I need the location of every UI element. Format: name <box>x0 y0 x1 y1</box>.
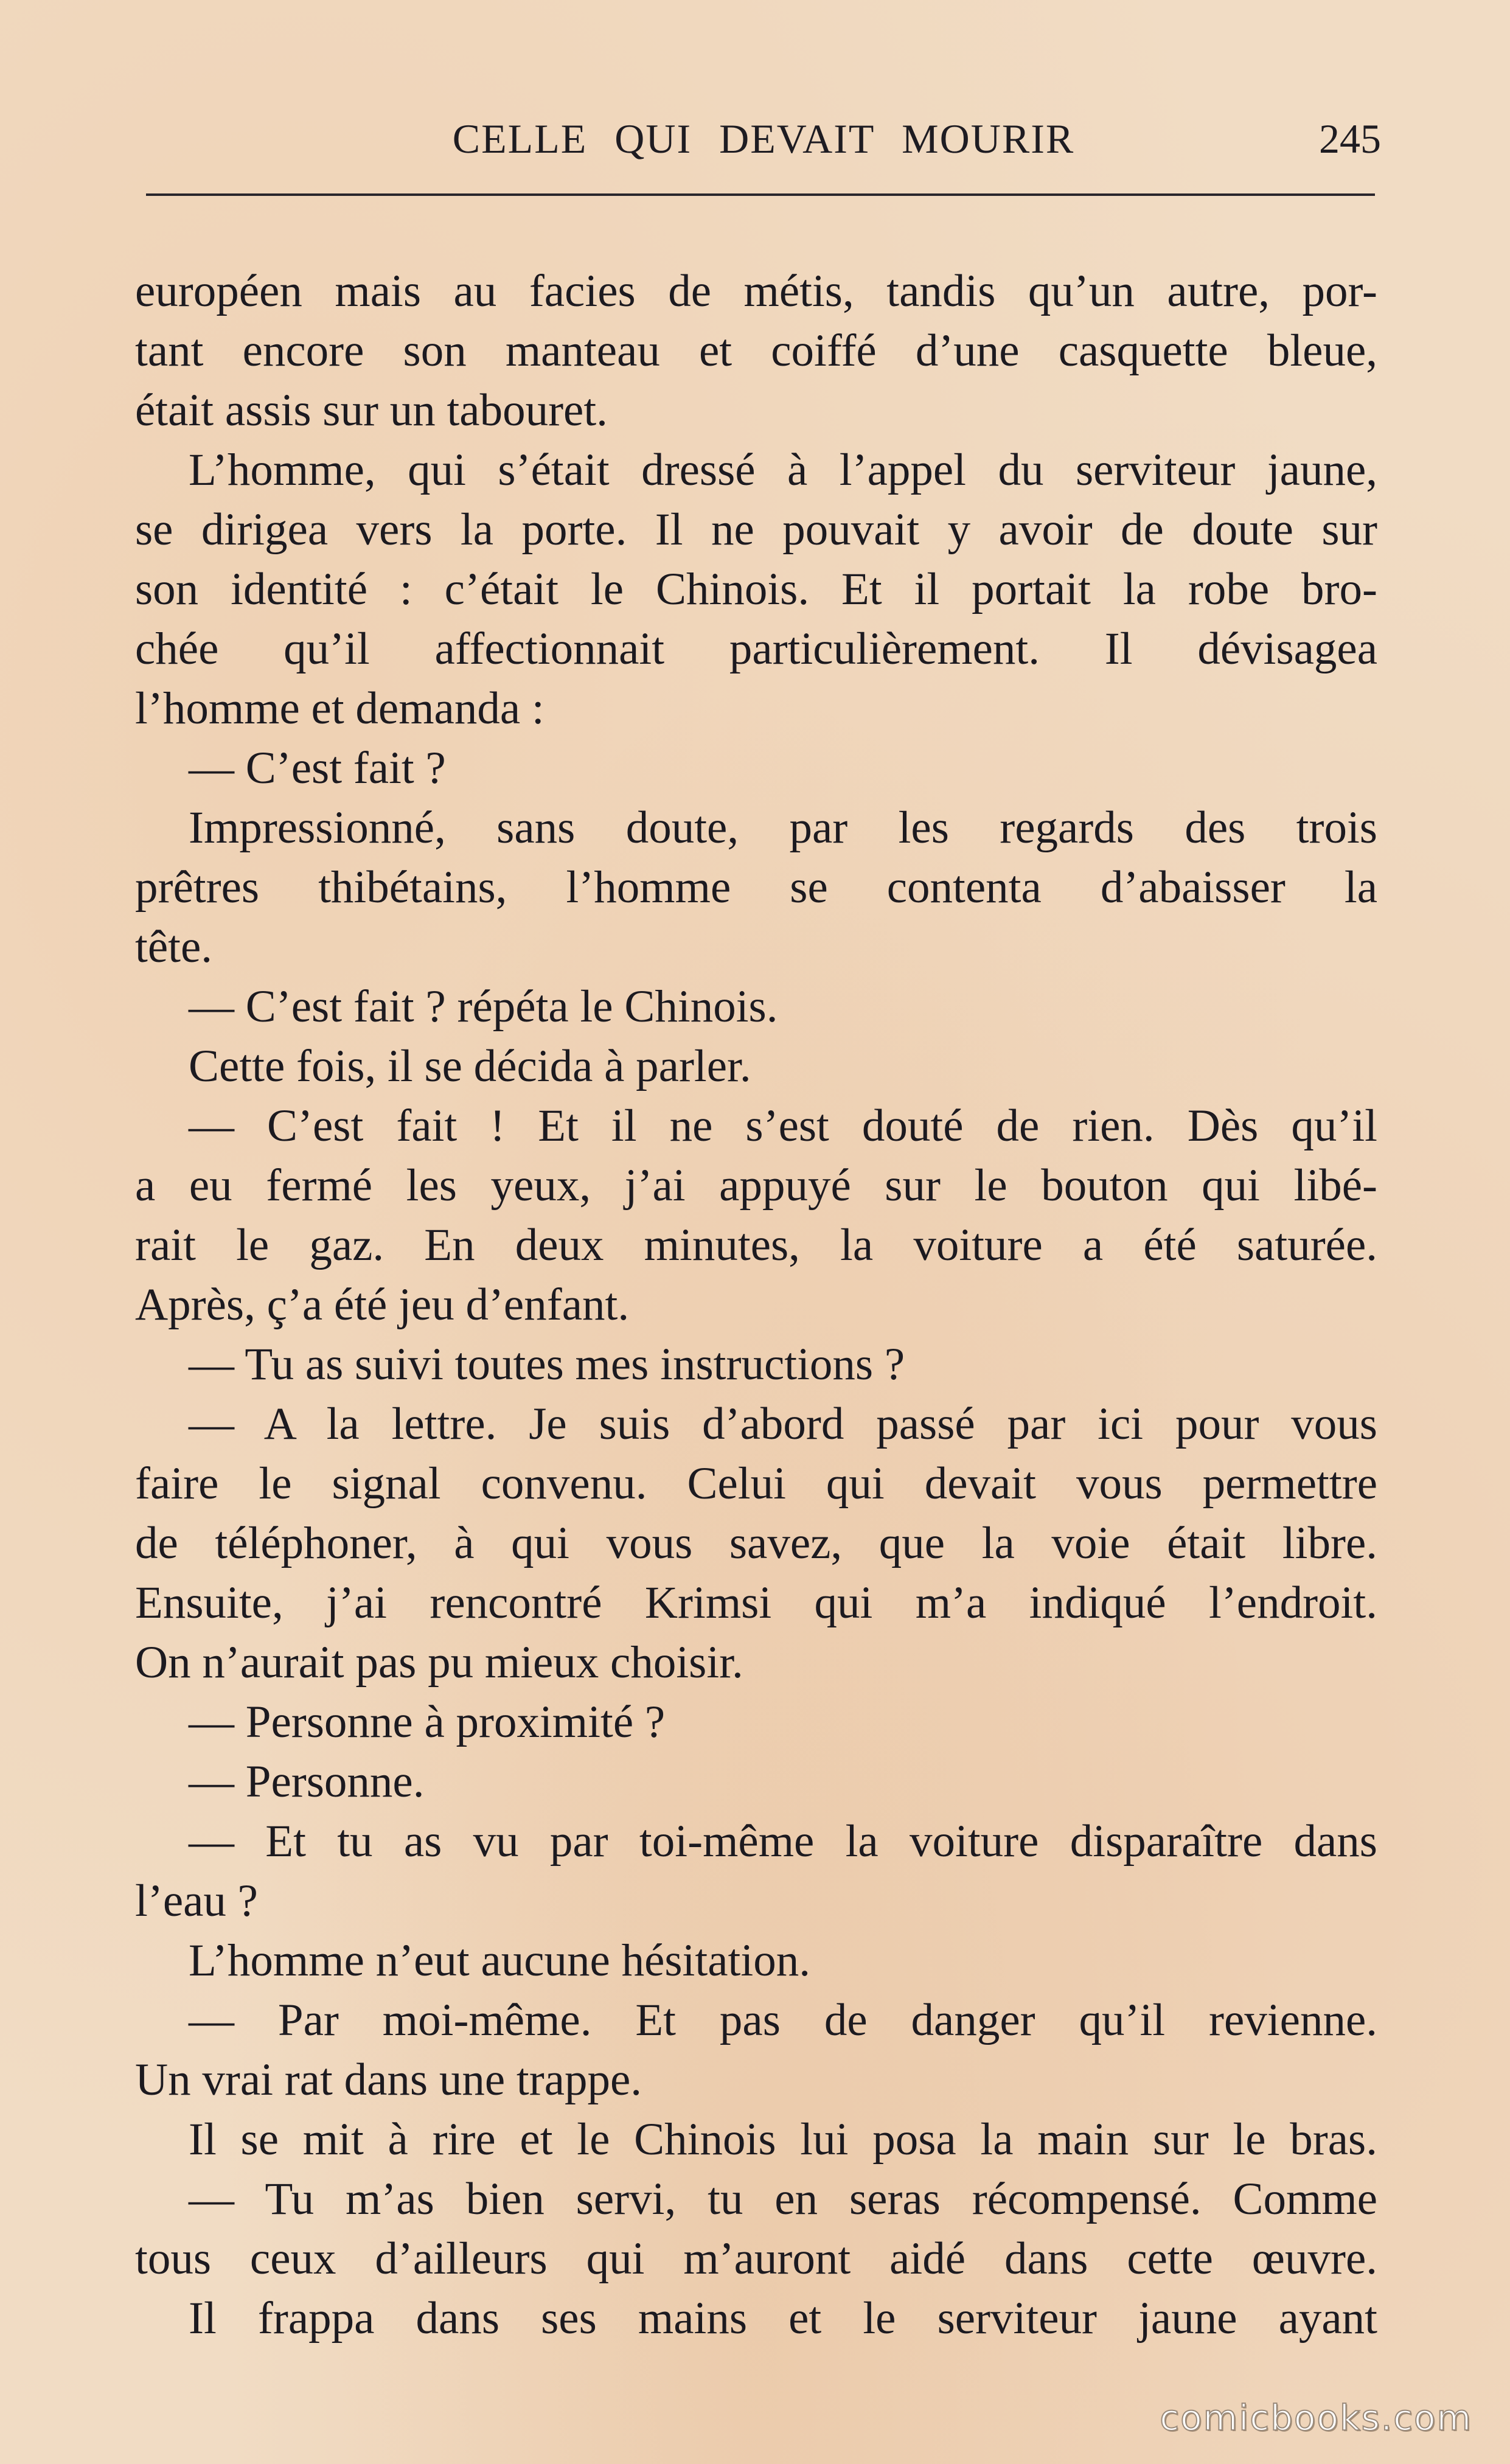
watermark: comicbooks.com <box>1160 2397 1472 2438</box>
text-line: — C’est fait ? répéta le Chinois. <box>189 981 778 1032</box>
text-line: — Tu m’as bien servi, tu en seras récompensé. Comme <box>189 2174 1377 2224</box>
text-line: Cette fois, il se décida à parler. <box>189 1041 751 1091</box>
text-line: Impressionné, sans doute, par les regards des trois <box>189 802 1377 853</box>
text-line: Après, ç’a été jeu d’enfant. <box>135 1279 630 1330</box>
text-line: Il frappa dans ses mains et le serviteur jaune ayant <box>189 2293 1377 2344</box>
text-line: était assis sur un tabouret. <box>135 385 608 436</box>
text-line: — Personne à proximité ? <box>189 1697 666 1747</box>
text-line: — Par moi-même. Et pas de danger qu’il revienne. <box>189 1995 1377 2045</box>
header-rule <box>146 193 1375 196</box>
text-line: Il se mit à rire et le Chinois lui posa la main sur le bras. <box>189 2114 1377 2165</box>
text-line: l’homme et demanda : <box>135 683 545 734</box>
text-line: tête. <box>135 922 213 972</box>
text-line: — Personne. <box>189 1756 425 1807</box>
text-line: Ensuite, j’ai rencontré Krimsi qui m’a indiqué l’endroit. <box>135 1578 1377 1628</box>
text-line: — C’est fait ? <box>189 743 446 793</box>
text-line: a eu fermé les yeux, j’ai appuyé sur le bouton qui libé- <box>135 1160 1377 1211</box>
text-line: — Et tu as vu par toi-même la voiture disparaître dans <box>189 1816 1377 1867</box>
text-line: l’eau ? <box>135 1876 258 1926</box>
page-number: 245 <box>1319 116 1381 162</box>
text-line: européen mais au facies de métis, tandis qu’un autre, por- <box>135 266 1377 316</box>
text-line: tous ceux d’ailleurs qui m’auront aidé dans cette œuvre. <box>135 2233 1377 2284</box>
text-line: se dirigea vers la porte. Il ne pouvait y avoir de doute sur <box>135 504 1377 555</box>
text-line: L’homme, qui s’était dressé à l’appel du serviteur jaune, <box>189 445 1377 495</box>
running-head <box>146 108 1381 181</box>
text-line: — Tu as suivi toutes mes instructions ? <box>189 1339 905 1390</box>
text-line: tant encore son manteau et coiffé d’une casquette bleue, <box>135 325 1377 376</box>
text-line: L’homme n’eut aucune hésitation. <box>189 1935 810 1986</box>
text-line: On n’aurait pas pu mieux choisir. <box>135 1637 743 1688</box>
text-line: son identité : c’était le Chinois. Et il portait la robe bro- <box>135 564 1377 614</box>
text-line: — C’est fait ! Et il ne s’est douté de rien. Dès qu’il <box>189 1101 1377 1151</box>
text-line: prêtres thibétains, l’homme se contenta d’abaisser la <box>135 862 1377 913</box>
text-line: rait le gaz. En deux minutes, la voiture a été saturée. <box>135 1220 1377 1270</box>
text-line: chée qu’il affectionnait particulièrement. Il dévisagea <box>135 624 1377 674</box>
text-body <box>135 262 1377 2348</box>
text-line: faire le signal convenu. Celui qui devait vous permettre <box>135 1458 1377 1509</box>
text-line: de téléphoner, à qui vous savez, que la voie était libre. <box>135 1518 1377 1568</box>
text-line: Un vrai rat dans une trappe. <box>135 2055 642 2105</box>
running-title: CELLE QUI DEVAIT MOURIR <box>452 116 1075 162</box>
text-line: — A la lettre. Je suis d’abord passé par ici pour vous <box>189 1399 1377 1449</box>
